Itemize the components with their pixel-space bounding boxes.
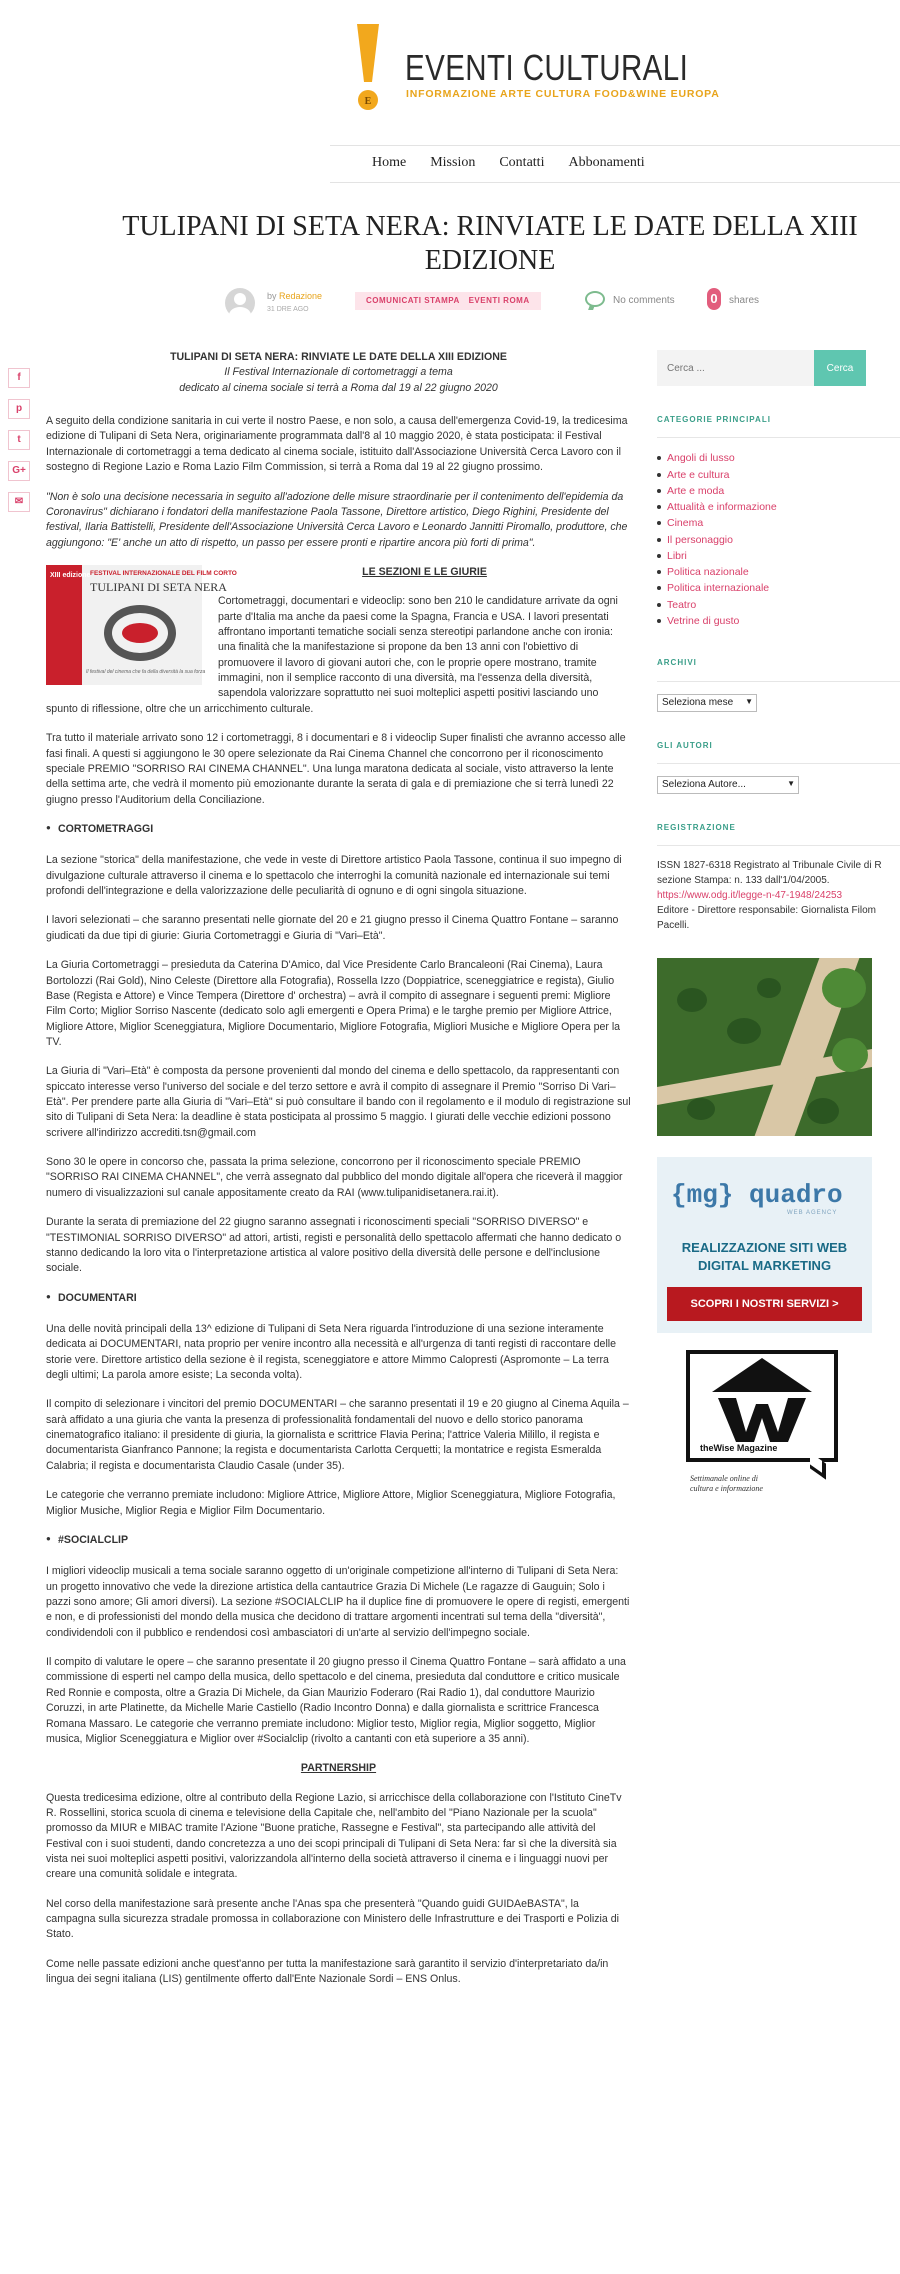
section-socialclip: ● #SOCIALCLIP	[46, 1533, 631, 1548]
garden-bush	[757, 978, 781, 998]
article-subheading-2: dedicato al cinema sociale si terrà a Roma dal 19 al 22 giugno 2020	[179, 381, 498, 394]
widget-title-categorie: CATEGORIE PRINCIPALI	[657, 415, 771, 424]
article-body	[46, 350, 631, 2002]
garden-tree	[822, 968, 866, 1008]
poster-ribbon	[46, 565, 82, 685]
section-heading-sezioni: LE SEZIONI E LE GIURIE	[362, 565, 487, 578]
category-item[interactable]: Arte e moda	[657, 483, 900, 499]
poster-fest-line1: FESTIVAL INTERNAZIONALE DEL FILM CORTO	[90, 569, 237, 577]
thewise-magazine-logo[interactable]	[686, 1350, 838, 1500]
paragraph: I lavori selezionati – che saranno presentati nelle giornate del 20 e 21 giugno presso il Cinema Quattro Fontane – saranno giudicati da due tipi di giurie: Giuria Cortometraggi e Giuria di "Vari–Età".	[46, 914, 619, 942]
poster-tagline: Il festival del cinema che fa della diversità la sua forza	[86, 668, 206, 675]
lips-icon	[122, 623, 158, 643]
paragraph: "Non è solo una decisione necessaria in seguito all'adozione delle misure straordinarie per il contenimento dell'epidemia da Coronavirus" dichiarano i fondatori della manifestazione Paola Tassone, Direttore artistico, Diego Righini, Presidente del festival, Ilaria Battistelli, Presidente dell'Associazione Università Cerca Lavoro e Leonardo Jannitti Piromallo, produttore, che aggiungono: "E' anche un atto di rispetto, un passo per essere pronti e ripartire ancora più forti di prima".	[46, 490, 628, 549]
section-documentari: ● DOCUMENTARI	[46, 1291, 631, 1306]
paragraph: Sono 30 le opere in concorso che, passata la prima selezione, concorrono per il riconoscimento speciale PREMIO "SORRISO RAI CINEMA CHANNEL", che verrà assegnato dal pubblico del mondo digitale all'opera che riceverà il maggior numero di visualizzazioni sul canale appositamente creato da RAI (www.tulipanidisetanera.rai.it).	[46, 1156, 623, 1199]
paragraph: Il compito di valutare le opere – che saranno presentate il 20 giugno presso il Cinema Quattro Fontane – sarà affidato a una commissione di esperti nel campo della musica, dello spettacolo e del cinema, presieduta dal conduttore e critico musicale Red Ronnie e composta, oltre a Grazia Di Michele, da Gian Maurizio Foderaro (Rai Radio 1), dal conduttore Maurizio Coruzzi, in arte Platinette, da Michelle Marie Castiello (Radio Incontro Donna) e dalla giornalista e scrittrice Francesca Romana Massaro. Le categorie che verranno premiate includono: Miglior testo, Miglior regia, Miglior soggetto, Miglior musica, Miglior Sceneggiatura e Miglior over #Socialclip (rivolto a cantanti con età superiore a 35 anni).	[46, 1656, 626, 1745]
reg-line: Pacelli.	[657, 920, 690, 932]
mgquadro-headline-2: DIGITAL MARKETING	[697, 1258, 832, 1273]
twitter-icon[interactable]: t	[8, 430, 30, 450]
wise-name: theWise Magazine	[700, 1443, 778, 1453]
post-meta	[225, 288, 825, 322]
nav-home[interactable]: Home	[372, 155, 407, 170]
sidebar	[657, 350, 900, 933]
wise-w-emblem-icon	[712, 1358, 812, 1442]
article-heading: TULIPANI DI SETA NERA: RINVIATE LE DATE DELLA XIII EDIZIONE	[170, 351, 507, 363]
paragraph: Una delle novità principali della 13^ edizione di Tulipani di Seta Nera riguarda l'introduzione di una sezione interamente dedicata ai DOCUMENTARI, nata proprio per venire incontro alla necessità e all'urgenza di tanti registi di raccontare delle storie vere. Direttore artistico della sezione è il regista, sceneggiatore e attore Mimmo Calopresti (Aspromonte – La terra degli ultimi; La parola amore esiste; La seconda volta).	[46, 1322, 617, 1382]
reg-line: Editore - Direttore responsabile: Giornalista Filom	[657, 905, 876, 917]
mgquadro-ad-banner[interactable]	[657, 1157, 872, 1333]
article-subheading-1: Il Festival Internazionale di cortometraggi a tema	[224, 366, 453, 379]
search-input[interactable]	[657, 350, 814, 386]
chevron-down-icon: ▼	[745, 696, 753, 706]
garden-tree	[832, 1038, 868, 1072]
paragraph: Durante la serata di premiazione del 22 giugno saranno assegnati i riconoscimenti speciali "SORRISO DIVERSO" e "TESTIMONIAL SORRISO DIVERSO" ad attori, artisti, registi e personalità dello spettacolo affermati che hanno dedicato o stanno dedicando la loro vita o l'interpretazione artistica al valore positivo della diversità delle persone e dell'inclusione sociale.	[46, 1216, 622, 1275]
category-eventi-roma[interactable]: EVENTI ROMA	[468, 296, 530, 305]
google-plus-icon[interactable]: G+	[8, 461, 30, 481]
post-title: TULIPANI DI SETA NERA: RINVIATE LE DATE DELLA XIII EDIZIONE	[122, 211, 858, 276]
post-categories	[355, 292, 541, 310]
logo-title: EVENTI CULTURALI	[405, 47, 689, 88]
exclamation-logo-icon	[355, 24, 381, 119]
registration-info	[657, 858, 900, 933]
archive-select[interactable]	[657, 694, 757, 712]
social-share-bar	[8, 368, 30, 523]
chevron-down-icon: ▼	[787, 779, 795, 788]
reg-link[interactable]: https://www.odg.it/legge-n-47-1948/24253	[657, 890, 843, 902]
shares-count: 0	[707, 288, 721, 310]
wise-tag-line: Settimanale online di	[690, 1474, 758, 1483]
category-list	[657, 450, 900, 629]
site-logo[interactable]	[0, 20, 900, 115]
widget-divider	[657, 437, 900, 438]
paragraph: Cortometraggi, documentari e videoclip: sono ben 210 le candidature arrivate da ogni parte d'Italia ma anche da paesi come la Spagna, Francia e USA. I lavori presentati affrontano importanti tematiche sociali senza stereotipi parlandone anche con ironia: una finalità che la manifestazione si propone da ben 13 anni con l'obiettivo di promuovere il lavoro di giovani autori che, con le proprie opere mostrano, tramite immagini, non il semplice racconto di una diversità, ma l'essenza della diversità, sapendola valorizzare soprattutto nei suoi molteplici aspetti positivi lasciando uno spunto di riflessione, oltre che un arricchimento culturale.	[46, 595, 618, 715]
section-heading-partnership: PARTNERSHIP	[300, 1762, 377, 1775]
poster-edition: XIII edizione	[50, 571, 91, 579]
category-item[interactable]: Arte e cultura	[657, 467, 900, 483]
category-item[interactable]: Libri	[657, 548, 900, 564]
poster-fest-line2: TULIPANI DI SETA NERA	[90, 579, 227, 594]
nav-contatti[interactable]: Contatti	[499, 155, 545, 170]
nav-mission[interactable]: Mission	[430, 155, 476, 170]
paragraph: Tra tutto il materiale arrivato sono 12 i cortometraggi, 8 i documentari e 8 i videoclip Super finalisti che avranno accesso alle fasi finali. A questi si aggiungono le 30 opere selezionate da Rai Cinema Channel che concorrono per il riconoscimento speciale PREMIO "SORRISO RAI CINEMA CHANNEL". Una lunga maratona dedicata al sociale, visto attraverso la lente della settima arte, che vedrà il momento più emozionante durante la serata di gala e di premiazione che si terrà lunedì 22 giugno presso l'Auditorium della Conciliazione.	[46, 732, 626, 806]
search-button[interactable]: Cerca	[814, 350, 866, 386]
paragraph: La Giuria di "Vari–Età" è composta da persone provenienti dal mondo del cinema e dello spettacolo, da rappresentanti con spiccato interesse verso l'universo del sociale e del terzo settore e avrà il compito di assegnare il Premio "Sorriso Di Vari–Età". Per prendere parte alla Giuria di "Vari–Età" si può consultare il bando con il regolamento e il modulo di registrazione sul sito di Tulipani di Seta Nera: la deadline è stata posticipata al prossimo 5 maggio. I giurati delle vecchie edizioni possono scrivere all'indirizzo accrediti.tsn@gmail.com	[46, 1065, 631, 1139]
wise-tagline	[690, 1474, 763, 1493]
garden-bush	[687, 1098, 715, 1120]
author-select-value: Seleziona Autore...	[662, 779, 746, 790]
widget-divider	[657, 681, 900, 682]
svg-text:E: E	[364, 96, 372, 107]
nav-divider-top	[330, 145, 900, 146]
category-item[interactable]: Politica nazionale	[657, 564, 900, 580]
paragraph: Il compito di selezionare i vincitori del premio DOCUMENTARI – che saranno presentati il 19 e 20 giugno al Cinema Aquila – sarà affidato a una giuria che vanta la presenza di professionalità fondamentali del nuovo e dello storico panorama cinematografico italiano: il presidente di giuria, la giornalista e scrittrice Flavia Perina; l'attrice Valeria Milillo, il regista e documentarista Gianfranco Pannone; la regista e documentarista Carlotta Cerquetti; la montatrice e regista Esmeralda Calabria; il regista e documentarista Claudio Casale (under 35).	[46, 1398, 629, 1472]
author-link[interactable]: Redazione	[279, 291, 323, 301]
paragraph: Nel corso della manifestazione sarà presente anche l'Anas spa che presenterà "Quando guidi GUIDAeBASTA", la campagna sulla sicurezza stradale promossa in collaborazione con Ministero delle Infrastrutture e dei Trasporti e Polizia di Stato.	[46, 1897, 619, 1941]
category-item[interactable]: Teatro	[657, 597, 900, 613]
byline-prefix: by	[267, 291, 277, 301]
nav-abbonamenti[interactable]: Abbonamenti	[568, 155, 645, 170]
garden-photo	[657, 958, 872, 1136]
main-nav	[360, 150, 657, 176]
paragraph: Questa tredicesima edizione, oltre al contributo della Regione Lazio, si arricchisce della collaborazione con l'Istituto CineTv R. Rossellini, storica scuola di cinema e televisione della Capitale che, nell'ambito del "Piano Nazionale per la scuola" promosso da MIUR e MIBAC tramite l'Azione "Buone pratiche, Rassegne e Festival", sta partecipando alle attività del Festival con i suoi studenti, dando concretezza a uno dei scopi principali di Tulipani di Seta Nera: far sì che la diversità sia vista nei suoi molteplici aspetti positivi, valorizzandola all'interno della società attraverso il cinema e i linguaggi nuovi per creare una comunità solidale e integrata.	[46, 1791, 622, 1881]
garden-bush	[727, 1018, 761, 1044]
paragraph: Le categorie che verranno premiate includono: Migliore Attrice, Migliore Attore, Miglior Sceneggiatura, Migliore Fotografia, Miglior Musiche, Miglior Regia e Miglior Film Documentario.	[46, 1489, 616, 1517]
paragraph: A seguito della condizione sanitaria in cui verte il nostro Paese, e non solo, a causa dell'emergenza Covid-19, la tredicesima edizione di Tulipani di Seta Nera, originariamente programmata dall'8 al 10 maggio 2020, è stata posticipata: il Festival Internazionale di cortometraggi a tema dedicato al cinema sociale, istituito dall'Associazione Università Cerca Lavoro con il sostegno di Regione Lazio e Roma Lazio Film Commission, si terrà a Roma dal 19 al 22 giugno prossimo.	[46, 415, 628, 474]
logo-tagline: INFORMAZIONE ARTE CULTURA FOOD&WINE EUROPA	[406, 88, 720, 100]
article-header	[46, 350, 631, 396]
festival-poster-image	[46, 565, 237, 685]
widget-divider	[657, 763, 900, 764]
widget-title-autori: GLI AUTORI	[657, 740, 713, 750]
reg-line: ISSN 1827-6318 Registrato al Tribunale Civile di R	[657, 860, 882, 872]
category-item[interactable]: Politica internazionale	[657, 580, 900, 596]
mgquadro-cta-button[interactable]: SCOPRI I NOSTRI SERVIZI >	[667, 1287, 862, 1321]
garden-bush	[677, 988, 707, 1012]
byline	[267, 290, 322, 303]
mgquadro-headline-1: REALIZZAZIONE SITI WEB	[681, 1240, 848, 1255]
post-date: 31 DRE AGO	[267, 306, 309, 313]
widget-title-archivi: ARCHIVI	[657, 658, 697, 668]
pinterest-icon[interactable]: p	[8, 399, 30, 419]
category-item[interactable]: Cinema	[657, 515, 900, 531]
email-icon[interactable]: ✉	[8, 492, 30, 512]
comments-icon[interactable]	[585, 291, 605, 307]
paragraph: I migliori videoclip musicali a tema sociale saranno oggetto di un'originale competizione all'interno di Tulipani di Seta Nera: un progetto innovativo che vede la direzione artistica della cantautrice Grazia Di Michele (Le ragazze di Gauguin; Solo i pazzi sono amore; Gli amori diversi). La sezione #SOCIALCLIP ha il duplice fine di promuovere le opere di registi, emergenti e non, e di professionisti del mondo della musica che decidono di trattare argomenti incentrati sul tema della "diversità", condividendoli con il pubblico e rendendosi così ambasciatori di un'arte al servizio dell'impegno sociale.	[46, 1565, 630, 1639]
facebook-icon[interactable]: f	[8, 368, 30, 388]
category-item[interactable]: Vetrine di gusto	[657, 613, 900, 629]
author-avatar[interactable]	[225, 288, 255, 318]
archive-select-value: Seleziona mese	[662, 696, 734, 708]
paragraph: La Giuria Cortometraggi – presieduta da Caterina D'Amico, dal Vice Presidente Carlo Brancaleoni (Rai Cinema), Laura Bortolozzi (Rai Gold), Nino Celeste (Direttore alla Fotografia), Rossella Izzo (Doppiatrice, sceneggiatrice e regista), Giulio Base (Regista e Attore) e Vince Tempera (Direttore d' orchestra) – avrà il compito di assegnare i seguenti premi: Migliore Film Corto; Miglior Sorriso Nascente (dedicato solo agli emergenti e Opera Prima) e le targhe premio per Migliore Attrice, Migliore Attore, Miglior Sceneggiatura, Migliore Documentario, Migliore Fotografia, Migliori Musiche e Migliore Opera per la TV.	[46, 959, 621, 1048]
category-item[interactable]: Attualità e informazione	[657, 499, 900, 515]
comments-link[interactable]: No comments	[613, 295, 675, 306]
paragraph: Come nelle passate edizioni anche quest'anno per tutta la manifestazione sarà garantito il servizio d'interpretariato da/in lingua dei segni italiana (LIS) gentilmente offerto dall'Ente Nazionale Sordi – ENS Onlus.	[46, 1957, 609, 1986]
author-select[interactable]	[657, 776, 799, 794]
shares-label: shares	[729, 295, 760, 306]
garden-bush	[807, 1098, 839, 1124]
reg-line: sezione Stampa: n. 133 dall'1/04/2005.	[657, 875, 830, 887]
paragraph: La sezione "storica" della manifestazione, che vede in veste di Direttore artistico Paola Tassone, continua il suo impegno di divulgazione culturale attraverso il cinema e lo spettacolo che interroghi la comunità nazionale ed internazionale sui temi profondi dell'integrazione e della valorizzazione delle peculiarità di ognuno e di ogni singola situazione.	[46, 854, 622, 898]
category-item[interactable]: Il personaggio	[657, 532, 900, 548]
mgquadro-sub: WEB AGENCY	[787, 1210, 838, 1216]
nav-divider-bottom	[330, 182, 900, 183]
search-form	[657, 350, 900, 386]
category-item[interactable]: Angoli di lusso	[657, 450, 900, 466]
section-cortometraggi: ● CORTOMETRAGGI	[46, 822, 631, 837]
wise-tag-line: cultura e informazione	[690, 1483, 763, 1493]
category-comunicati-stampa[interactable]: COMUNICATI STAMPA	[366, 296, 460, 305]
mgquadro-logo: {mg} quadro	[671, 1180, 843, 1210]
widget-title-registrazione: REGISTRAZIONE	[657, 823, 736, 832]
widget-divider	[657, 845, 900, 846]
